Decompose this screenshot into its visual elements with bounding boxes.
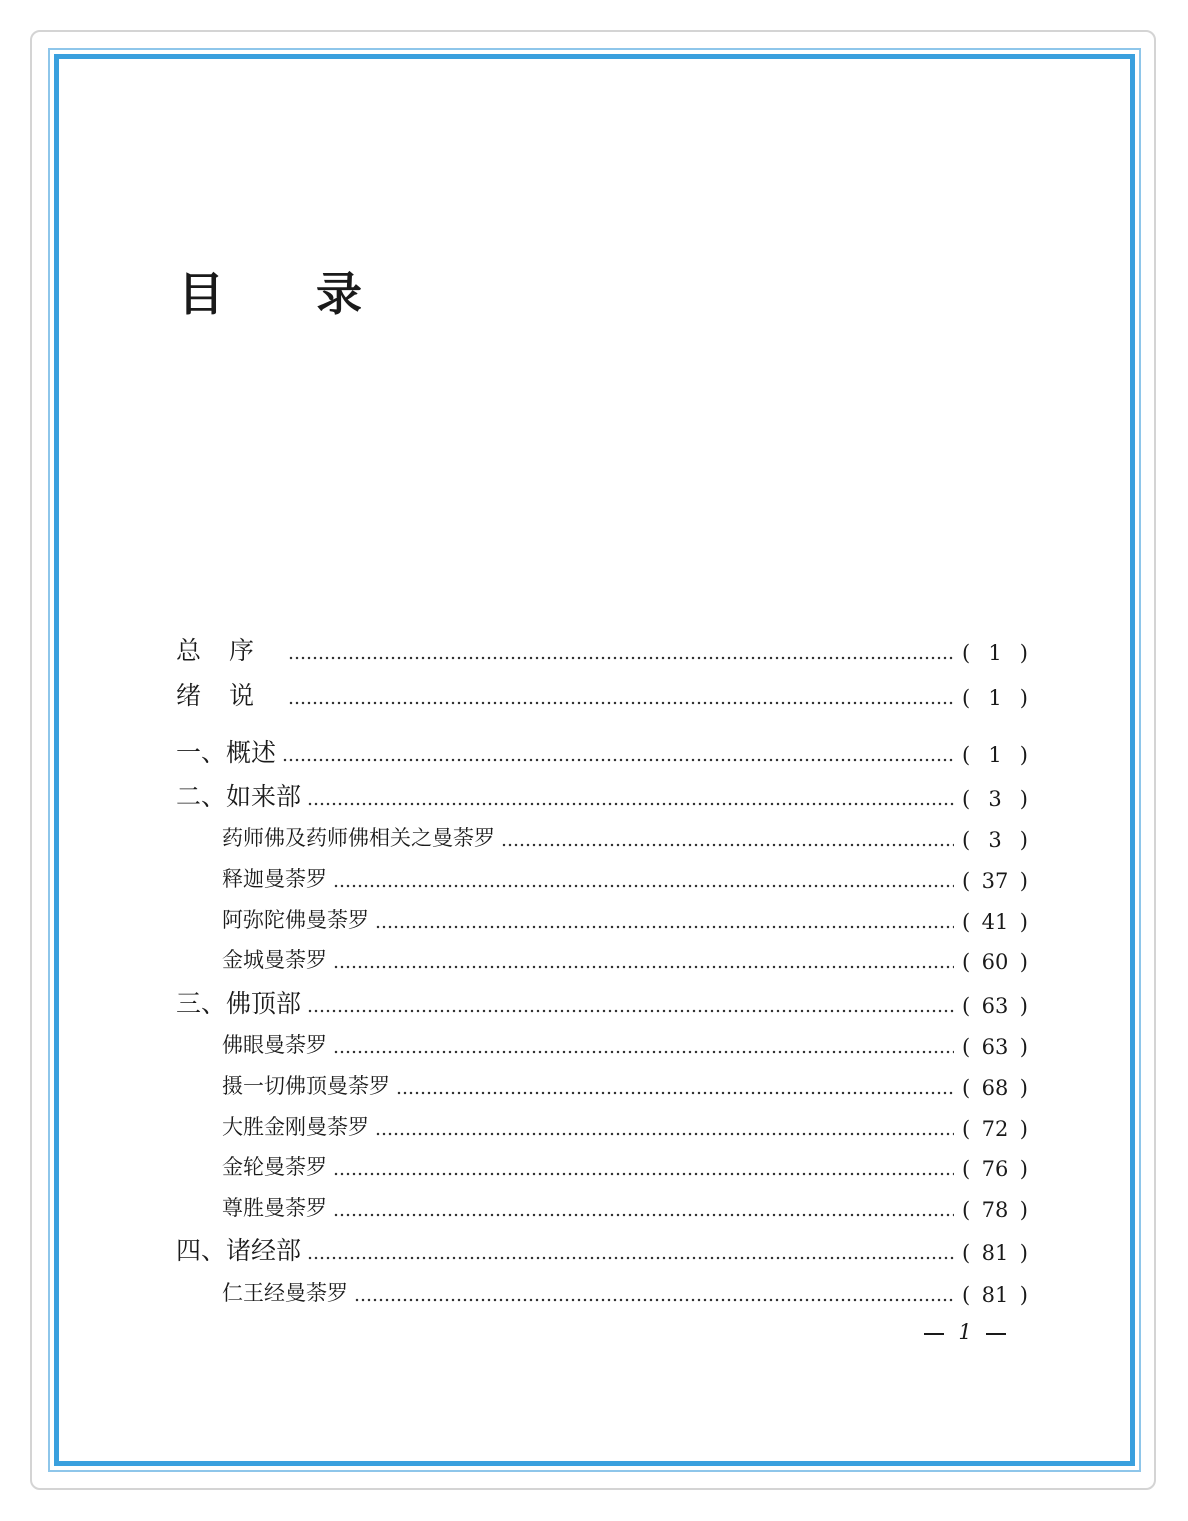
toc-page-number: 1 xyxy=(988,686,1002,710)
toc-leader-dots xyxy=(501,843,954,847)
toc-leader-dots xyxy=(333,1050,954,1054)
paren-close: ) xyxy=(1019,1283,1028,1307)
toc-leader-dots xyxy=(333,1172,954,1176)
toc-page-number: 81 xyxy=(981,1283,1009,1307)
paren-close: ) xyxy=(1019,787,1028,811)
paren-open: ( xyxy=(962,1241,971,1265)
toc-entry[interactable] xyxy=(0,634,1188,668)
toc-leader-dots xyxy=(333,1213,954,1217)
toc-leader-dots xyxy=(307,1009,954,1013)
paren-close: ) xyxy=(1019,1241,1028,1265)
paren-close: ) xyxy=(1019,686,1028,710)
toc-entry[interactable] xyxy=(0,943,1188,977)
toc-entry[interactable] xyxy=(0,987,1188,1021)
page-title: 目录 xyxy=(178,267,454,321)
paren-close: ) xyxy=(1019,950,1028,974)
paren-open: ( xyxy=(962,1035,971,1059)
toc-page-number: 81 xyxy=(981,1241,1009,1265)
paren-close: ) xyxy=(1019,1157,1028,1181)
toc-page-number: 41 xyxy=(981,910,1009,934)
toc-entry[interactable] xyxy=(0,903,1188,937)
paren-open: ( xyxy=(962,910,971,934)
toc-entry-page xyxy=(962,1030,1028,1064)
toc-entry-page xyxy=(962,1071,1028,1105)
toc-entry[interactable] xyxy=(0,1028,1188,1062)
paren-close: ) xyxy=(1019,869,1028,893)
toc-page-number: 3 xyxy=(988,828,1002,852)
toc-leader-dots xyxy=(354,1298,954,1302)
toc-entry-label: 绪说 xyxy=(176,679,286,713)
toc-leader-dots xyxy=(375,925,954,929)
paren-close: ) xyxy=(1019,743,1028,767)
toc-page-number: 72 xyxy=(981,1117,1009,1141)
page-folio xyxy=(920,1318,1010,1346)
toc-leader-dots xyxy=(282,758,954,762)
toc-entry[interactable] xyxy=(0,862,1188,896)
paren-close: ) xyxy=(1019,1117,1028,1141)
toc-page-number: 63 xyxy=(981,1035,1009,1059)
toc-entry-page xyxy=(962,1152,1028,1186)
toc-entry-label: 仁王经曼荼罗 xyxy=(222,1276,352,1310)
toc-entry-page xyxy=(962,945,1028,979)
toc-leader-dots xyxy=(333,884,954,888)
paren-open: ( xyxy=(962,1198,971,1222)
folio-number: 1 xyxy=(958,1320,972,1344)
paren-open: ( xyxy=(962,787,971,811)
toc-leader-dots xyxy=(333,965,954,969)
toc-page-number: 1 xyxy=(988,641,1002,665)
paren-close: ) xyxy=(1019,910,1028,934)
toc-entry[interactable] xyxy=(0,821,1188,855)
paren-open: ( xyxy=(962,828,971,852)
toc-entry-label: 四、诸经部 xyxy=(176,1234,305,1268)
paren-open: ( xyxy=(962,743,971,767)
paren-close: ) xyxy=(1019,994,1028,1018)
paren-close: ) xyxy=(1019,1035,1028,1059)
toc-leader-dots xyxy=(288,701,954,705)
toc-leader-dots xyxy=(307,1256,954,1260)
toc-entry[interactable] xyxy=(0,736,1188,770)
paren-open: ( xyxy=(962,641,971,665)
toc-entry-page xyxy=(962,738,1028,772)
toc-entry-page xyxy=(962,1193,1028,1227)
toc-leader-dots xyxy=(375,1132,954,1136)
toc-entry-label: 阿弥陀佛曼荼罗 xyxy=(222,903,373,937)
toc-page-number: 37 xyxy=(981,869,1009,893)
toc-entry[interactable] xyxy=(0,1234,1188,1268)
toc-page-number: 1 xyxy=(988,743,1002,767)
toc-entry-label: 三、佛顶部 xyxy=(176,987,305,1021)
folio-dash-right xyxy=(986,1333,1006,1335)
toc-entry-label: 佛眼曼荼罗 xyxy=(222,1028,331,1062)
toc-entry-page xyxy=(962,823,1028,857)
toc-entry[interactable] xyxy=(0,1069,1188,1103)
toc-entry-label: 二、如来部 xyxy=(176,780,305,814)
toc-entry-label: 大胜金刚曼荼罗 xyxy=(222,1110,373,1144)
paren-close: ) xyxy=(1019,641,1028,665)
paren-open: ( xyxy=(962,1117,971,1141)
toc-entry-label: 释迦曼荼罗 xyxy=(222,862,331,896)
toc-page-number: 68 xyxy=(981,1076,1009,1100)
paren-open: ( xyxy=(962,869,971,893)
toc-entry-label: 金轮曼荼罗 xyxy=(222,1150,331,1184)
toc-entry-page xyxy=(962,681,1028,715)
folio-dash-left xyxy=(924,1333,944,1335)
paren-close: ) xyxy=(1019,1198,1028,1222)
toc-leader-dots xyxy=(396,1091,954,1095)
toc-entry[interactable] xyxy=(0,1110,1188,1144)
toc-entry-page xyxy=(962,1278,1028,1312)
paren-open: ( xyxy=(962,1283,971,1307)
toc-entry[interactable] xyxy=(0,1191,1188,1225)
toc-page-number: 78 xyxy=(981,1198,1009,1222)
toc-entry[interactable] xyxy=(0,1276,1188,1310)
toc-leader-dots xyxy=(307,802,954,806)
toc-entry-label: 总序 xyxy=(176,634,286,668)
toc-page-number: 60 xyxy=(981,950,1009,974)
paren-open: ( xyxy=(962,950,971,974)
toc-entry-label: 药师佛及药师佛相关之曼荼罗 xyxy=(222,821,499,855)
toc-entry-page xyxy=(962,905,1028,939)
toc-entry-page xyxy=(962,1236,1028,1270)
paren-close: ) xyxy=(1019,1076,1028,1100)
toc-entry-page xyxy=(962,864,1028,898)
toc-page-number: 63 xyxy=(981,994,1009,1018)
toc-entry-label: 一、概述 xyxy=(176,736,280,770)
toc-entry-label: 摄一切佛顶曼荼罗 xyxy=(222,1069,394,1103)
toc-entry-label: 金城曼荼罗 xyxy=(222,943,331,977)
paren-open: ( xyxy=(962,1157,971,1181)
toc-page-number: 3 xyxy=(988,787,1002,811)
paren-open: ( xyxy=(962,686,971,710)
toc-entry[interactable] xyxy=(0,1150,1188,1184)
toc-entry-page xyxy=(962,636,1028,670)
toc-entry-page xyxy=(962,989,1028,1023)
toc-entry[interactable] xyxy=(0,780,1188,814)
toc-entry-page xyxy=(962,1112,1028,1146)
paren-open: ( xyxy=(962,1076,971,1100)
toc-entry-label: 尊胜曼荼罗 xyxy=(222,1191,331,1225)
toc-entry[interactable] xyxy=(0,679,1188,713)
toc-leader-dots xyxy=(288,656,954,660)
toc-page-number: 76 xyxy=(981,1157,1009,1181)
paren-open: ( xyxy=(962,994,971,1018)
paren-close: ) xyxy=(1019,828,1028,852)
toc-entry-page xyxy=(962,782,1028,816)
